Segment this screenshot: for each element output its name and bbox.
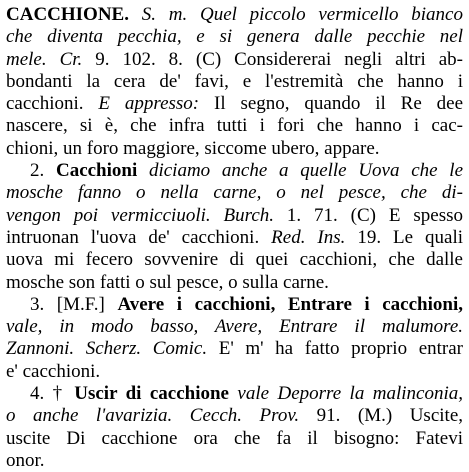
text-line (6, 4, 463, 26)
text-run: 19. Le quali (345, 226, 464, 248)
text-run: nascere, si è, che infra tutti i fori che hanno i cac- (6, 115, 463, 137)
text-line (6, 182, 463, 204)
italic-text: vengon poi vermicciuoli. Burch. (6, 204, 274, 226)
text-line (6, 361, 463, 383)
italic-text: S. m. Quel piccolo vermicello bianco (128, 4, 463, 25)
text-run: mosche son fatti o sul pesce, o sulla carne. (6, 271, 329, 293)
text-line (6, 428, 463, 450)
text-line (6, 115, 463, 137)
definition-paragraph-3 (6, 294, 463, 383)
text-run: cacchioni. (6, 93, 99, 115)
text-run: chioni, un foro maggiore, siccome ubero, appare. (6, 137, 380, 159)
text-line (6, 316, 463, 338)
text-run: 2. (30, 160, 56, 182)
text-run: uscite Di cacchione ora che fa il bisogno: Fatevi (6, 427, 463, 449)
definition-paragraph-1 (6, 4, 463, 160)
text-line (6, 272, 463, 294)
text-run: Il segno, quando il Re dee (199, 93, 464, 115)
text-line (6, 249, 463, 271)
italic-text: E appresso: (98, 93, 200, 115)
text-line (6, 71, 463, 93)
text-line (6, 26, 463, 48)
text-run: bondanti la cera de' favi, e l'estremità che hanno i (6, 70, 463, 92)
text-line (6, 338, 463, 360)
text-run: 91. (M.) Uscite, (299, 405, 464, 427)
italic-text: che diventa pecchia, e si genera dalle pecchie nel (6, 26, 463, 48)
definition-paragraph-2 (6, 160, 463, 294)
text-run: intruonan l'uova de' cacchioni. (6, 226, 272, 248)
text-line (6, 294, 463, 316)
bold-term: Avere i cacchioni, Entrare i cacchioni, (117, 293, 463, 315)
text-run: E' m' ha fatto proprio entrar (207, 338, 463, 360)
bold-term: CACCHIONE. (6, 4, 129, 25)
bold-term: Uscir di cacchione (74, 383, 229, 405)
text-run: e' cacchioni. (6, 360, 101, 382)
text-line (6, 160, 463, 182)
italic-text: Red. Ins. (271, 226, 346, 248)
text-line (6, 450, 463, 472)
text-run: uova mi fecero sovvenire di quei cacchioni, che dalle (6, 249, 463, 271)
text-line (6, 227, 463, 249)
dictionary-entry-cacchione (6, 4, 463, 472)
definition-paragraph-4 (6, 383, 463, 472)
text-run: 9. 102. 8. (C) Considererai negli altri ab- (82, 48, 463, 70)
italic-text: vale, in modo basso, Avere, Entrare il malumore. (6, 316, 463, 338)
text-line (6, 93, 463, 115)
italic-text: vale Deporre la malinconia, (229, 383, 463, 405)
italic-text: o anche l'avarizia. Cecch. Prov. (6, 405, 300, 427)
text-line (6, 49, 463, 71)
text-run: 1. 71. (C) E spesso (274, 204, 463, 226)
italic-text: mosche fanno o nella carne, o nel pesce, che di- (6, 182, 463, 204)
italic-text: diciamo anche a quelle Uova che le (137, 160, 464, 182)
text-line (6, 138, 463, 160)
text-line (6, 205, 463, 227)
text-line (6, 405, 463, 427)
text-run: onor. (6, 449, 45, 471)
italic-text: mele. Cr. (6, 48, 83, 70)
bold-term: Cacchioni (55, 160, 138, 182)
italic-text: Zannoni. Scherz. Comic. (6, 338, 208, 360)
text-line (6, 383, 463, 405)
text-run: 3. [M.F.] (30, 293, 118, 315)
text-run: 4. † (30, 383, 75, 405)
